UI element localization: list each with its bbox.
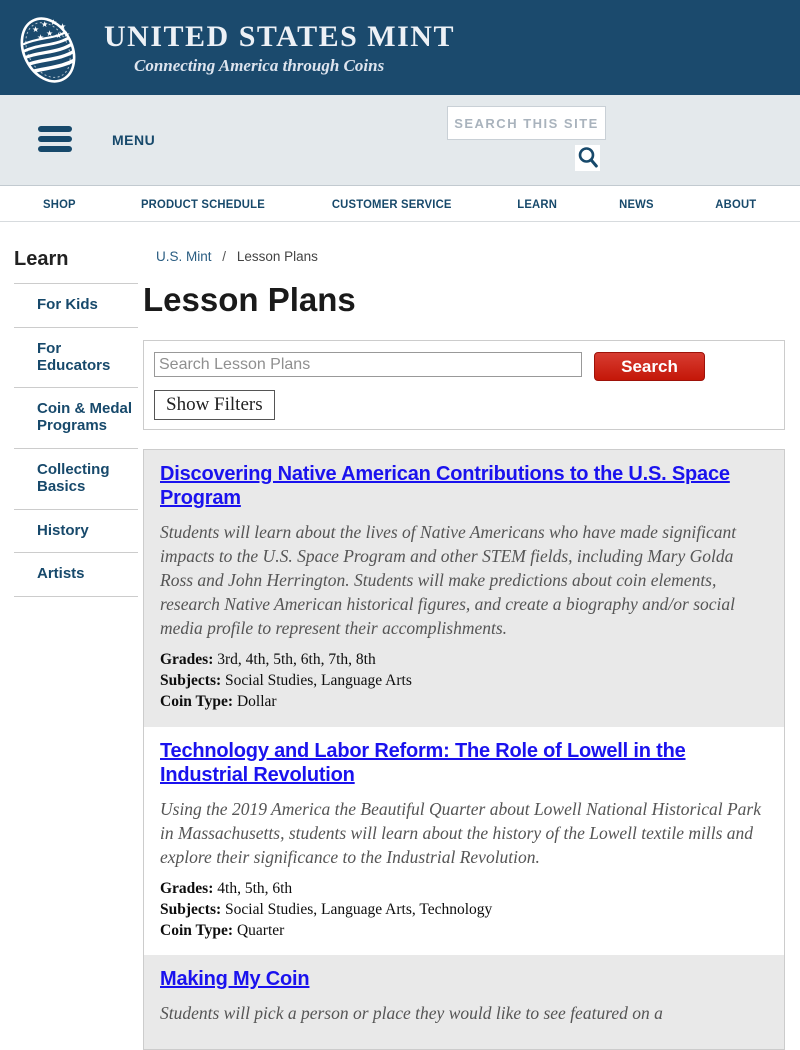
lesson-grades: Grades: 3rd, 4th, 5th, 6th, 7th, 8th	[160, 651, 376, 669]
svg-text:★: ★	[63, 29, 71, 39]
lesson-coin-type: Coin Type: Quarter	[160, 921, 285, 939]
breadcrumb-current: Lesson Plans	[236, 249, 318, 264]
menu-bar	[0, 95, 800, 186]
nav-item-learn[interactable]: LEARN	[516, 196, 557, 211]
primary-nav	[0, 186, 800, 222]
nav-item-about[interactable]: ABOUT	[715, 196, 757, 211]
site-tagline: Connecting America through Coins	[134, 55, 385, 75]
site-header	[0, 0, 800, 95]
svg-text:★: ★	[37, 32, 45, 42]
magnifier-icon	[577, 146, 599, 169]
menu-label[interactable]: MENU	[112, 132, 156, 148]
sidebar-item-for-educators[interactable]: For Educators	[14, 328, 138, 389]
show-filters-button[interactable]: Show Filters	[154, 390, 275, 420]
lesson-meta	[160, 650, 768, 712]
lesson-meta	[160, 879, 768, 941]
site-title: UNITED STATES MINT	[104, 19, 455, 53]
svg-text:★: ★	[41, 19, 49, 29]
lesson-subjects: Subjects: Social Studies, Language Arts	[160, 672, 412, 690]
lesson-description: Using the 2019 America the Beautiful Quarter about Lowell National Historical Park in Massachusetts, students will learn about the history of the Lowell textile mills and explore their significance to the Industrial Revolution.	[160, 798, 761, 867]
lesson-search-input[interactable]	[154, 352, 582, 377]
nav-item-shop[interactable]: SHOP	[43, 196, 76, 211]
nav-item-product-schedule[interactable]: PRODUCT SCHEDULE	[140, 196, 265, 211]
sidebar	[0, 222, 143, 1050]
lesson-results-list	[143, 449, 785, 1050]
sidebar-heading: Learn	[14, 248, 69, 270]
lesson-title-link[interactable]: Technology and Labor Reform: The Role of Lowell in the Industrial Revolution	[160, 739, 686, 787]
sidebar-item-artists[interactable]: Artists	[14, 553, 138, 597]
lesson-subjects: Subjects: Social Studies, Language Arts, Technology	[160, 900, 493, 918]
lesson-description: Students will pick a person or place they would like to see featured on a	[160, 1002, 663, 1023]
svg-text:★: ★	[59, 21, 67, 31]
sidebar-item-history[interactable]: History	[14, 510, 138, 554]
site-search-button[interactable]	[575, 145, 600, 171]
lesson-title-link[interactable]: Discovering Native American Contributions to the U.S. Space Program	[160, 463, 730, 510]
nav-item-news[interactable]: NEWS	[618, 196, 654, 211]
sidebar-item-for-kids[interactable]: For Kids	[14, 283, 138, 328]
lesson-card	[144, 450, 784, 727]
sidebar-nav-list	[14, 283, 138, 597]
content-area	[0, 222, 800, 1050]
us-mint-logo-icon	[12, 12, 84, 88]
breadcrumb	[143, 249, 785, 264]
page-title: Lesson Plans	[143, 281, 356, 318]
lesson-card	[144, 955, 784, 1049]
lesson-coin-type: Coin Type: Dollar	[160, 693, 277, 711]
svg-text:★: ★	[32, 24, 40, 34]
hamburger-menu-icon[interactable]	[38, 126, 72, 156]
site-search-input[interactable]	[447, 106, 606, 140]
main-content	[143, 222, 800, 1050]
breadcrumb-home-link[interactable]: U.S. Mint	[156, 249, 212, 264]
lesson-title-link[interactable]: Making My Coin	[160, 968, 310, 991]
breadcrumb-separator: /	[222, 249, 227, 264]
lesson-card	[144, 727, 784, 956]
lesson-description: Students will learn about the lives of Native Americans who have made significant impacts to the U.S. Space Program and other STEM fields, including Mary Golda Ross and John Herrington. Students will make predictions about coin elements, research Native American historical figures, and create a biography and/or social media profile to represent their accomplishments.	[160, 521, 737, 639]
lesson-grades: Grades: 4th, 5th, 6th	[160, 879, 293, 897]
search-button[interactable]: Search	[594, 352, 705, 381]
svg-text:★: ★	[50, 17, 58, 27]
sidebar-item-coin-medal-programs[interactable]: Coin & Medal Programs	[14, 388, 138, 449]
svg-text:★: ★	[46, 28, 54, 38]
lesson-search-panel	[143, 340, 785, 430]
svg-text:★: ★	[55, 30, 63, 40]
nav-item-customer-service[interactable]: CUSTOMER SERVICE	[332, 196, 452, 211]
sidebar-item-collecting-basics[interactable]: Collecting Basics	[14, 449, 138, 510]
